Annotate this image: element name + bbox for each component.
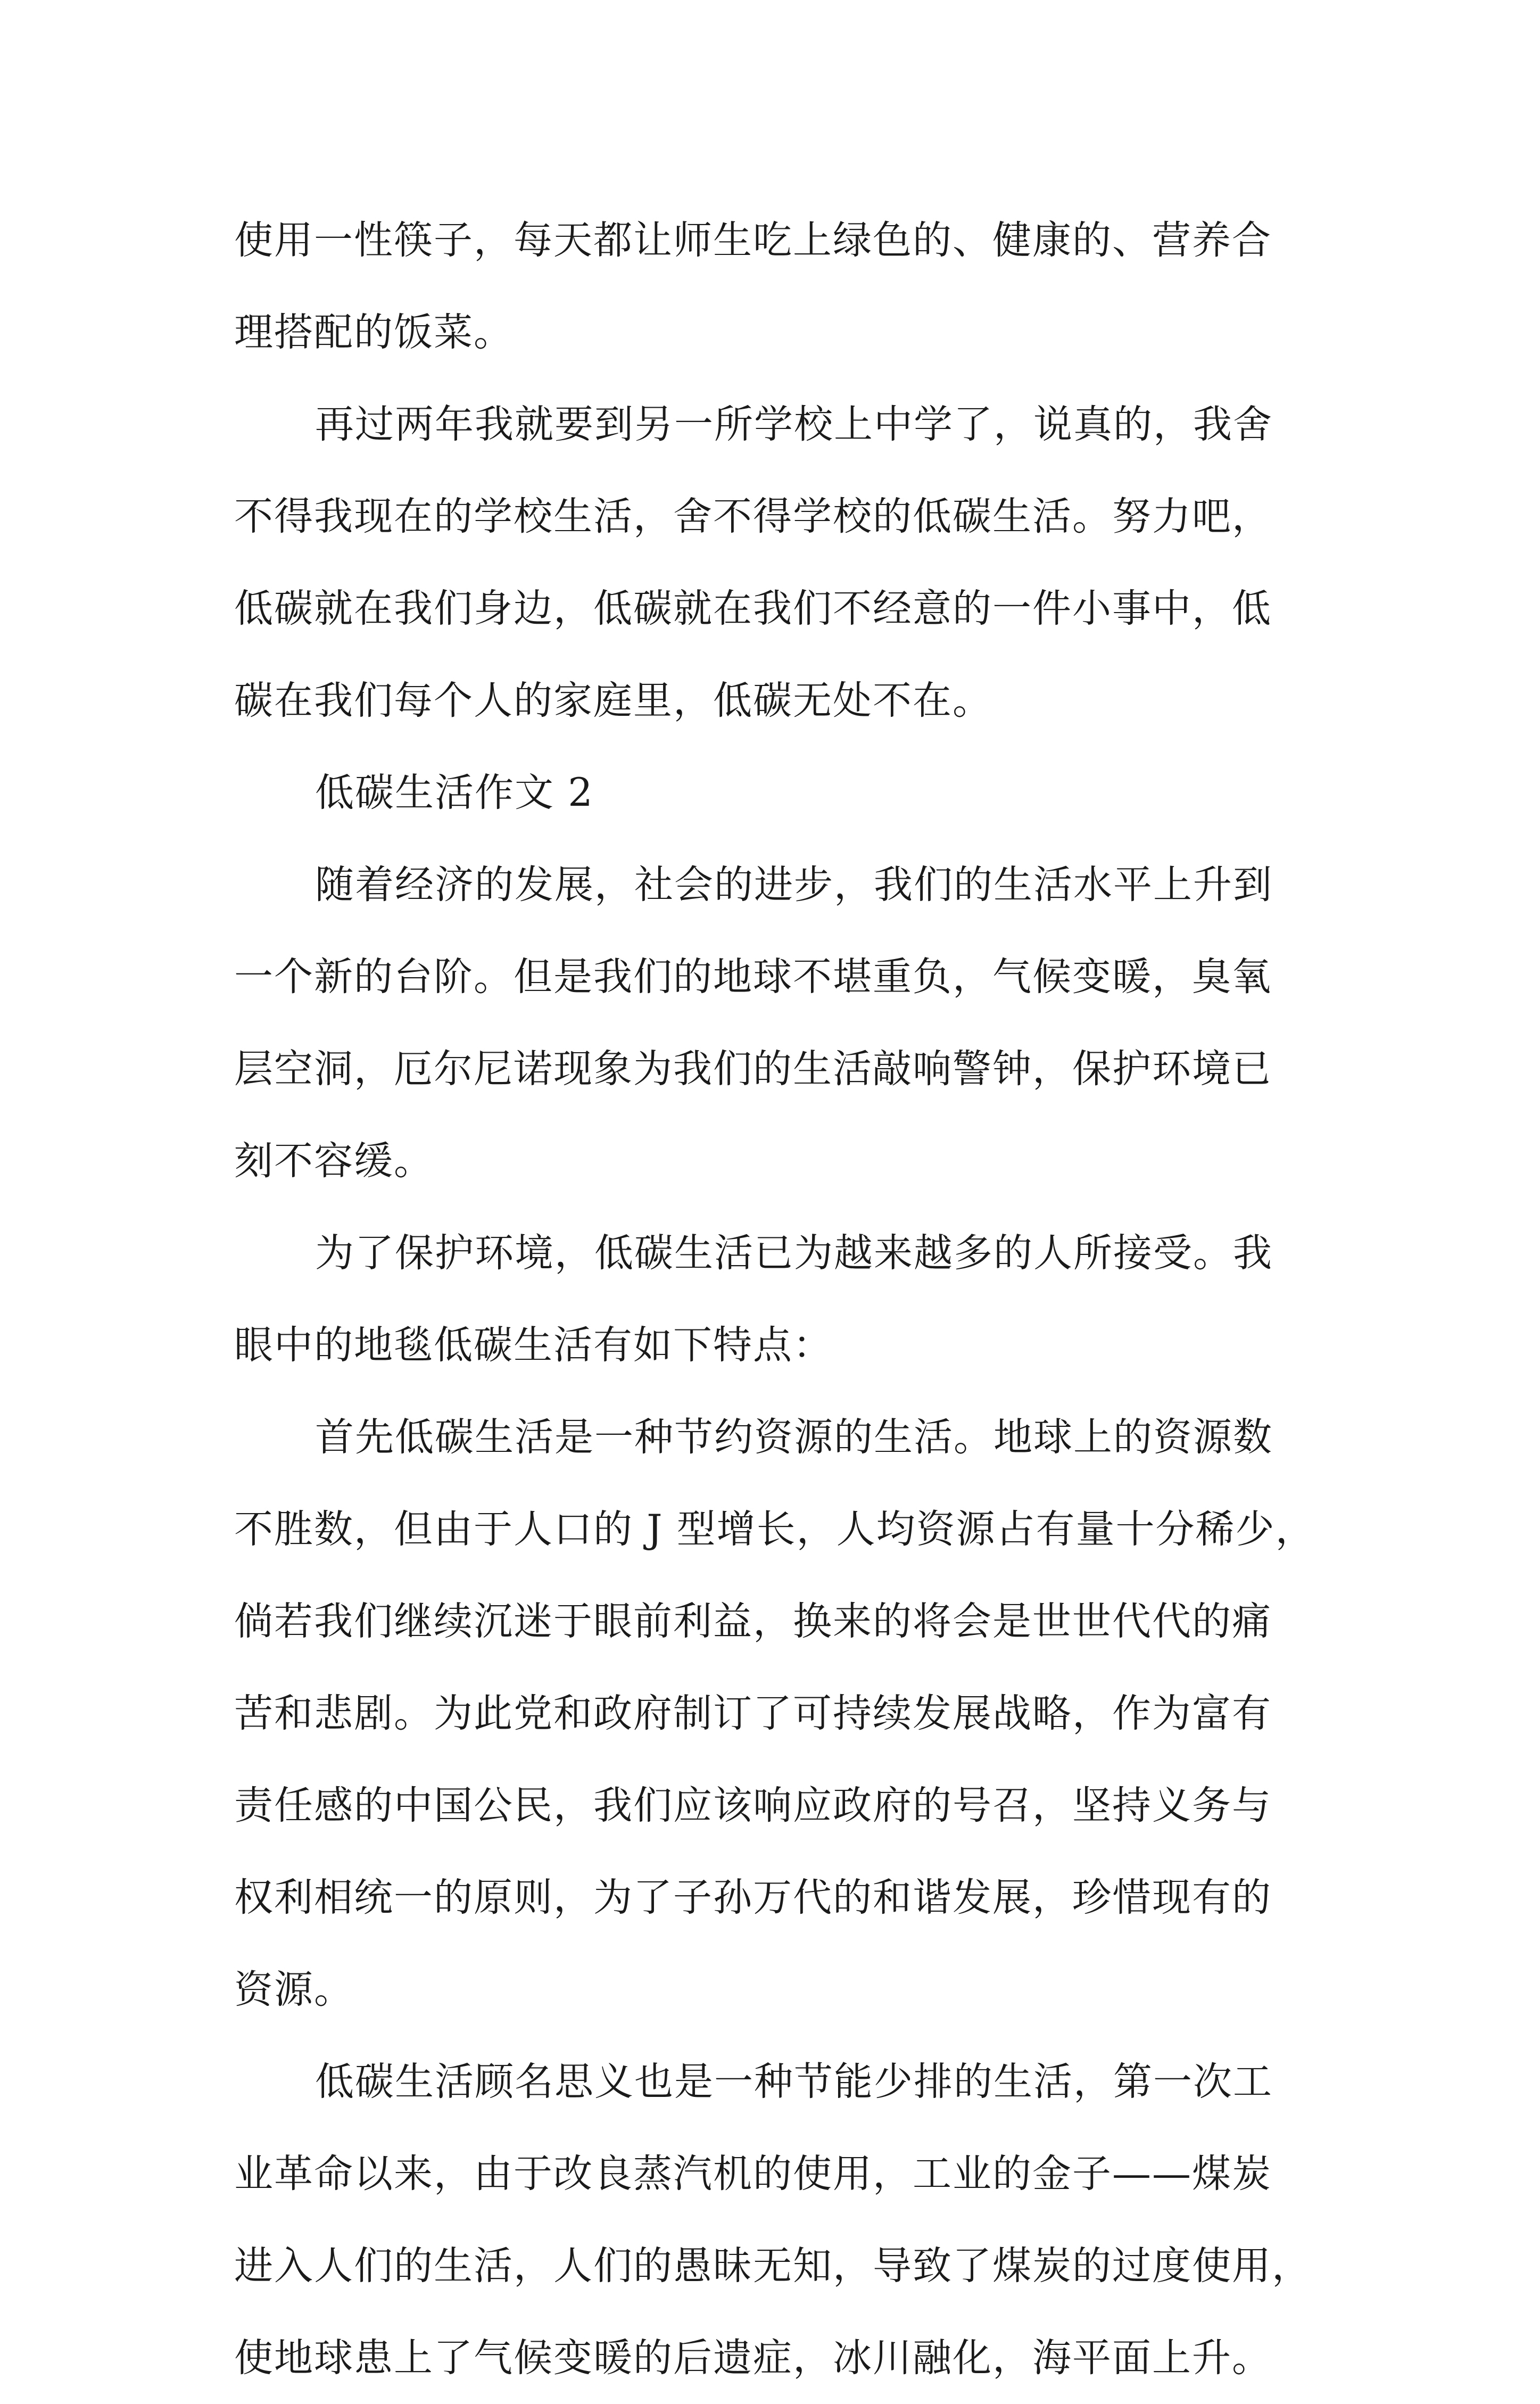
text-line: 不得我现在的学校生活，舍不得学校的低碳生活。努力吧， bbox=[234, 494, 1272, 539]
text-line: 倘若我们继续沉迷于眼前利益，换来的将会是世世代代的痛 bbox=[234, 1599, 1272, 1644]
paragraph-start-line: 随着经济的发展，社会的进步，我们的生活水平上升到 bbox=[315, 862, 1273, 907]
body-text bbox=[234, 194, 1330, 2404]
text-line: 资源。 bbox=[234, 1967, 354, 2012]
paragraph-start-line: 首先低碳生活是一种节约资源的生活。地球上的资源数 bbox=[315, 1415, 1273, 1460]
text-line: 一个新的台阶。但是我们的地球不堪重负，气候变暖，臭氧 bbox=[234, 954, 1272, 999]
text-line: 刻不容缓。 bbox=[234, 1138, 434, 1184]
text-line: 进入人们的生活，人们的愚昧无知，导致了煤炭的过度使用， bbox=[234, 2243, 1312, 2289]
text-line: 不胜数，但由于人口的 J 型增长，人均资源占有量十分稀少， bbox=[234, 1507, 1315, 1552]
paragraph-start-line: 为了保护环境，低碳生活已为越来越多的人所接受。我 bbox=[315, 1230, 1273, 1276]
section-heading: 低碳生活作文 2 bbox=[315, 770, 594, 815]
text-line: 层空洞，厄尔尼诺现象为我们的生活敲响警钟，保护环境已 bbox=[234, 1046, 1272, 1092]
text-line: 理搭配的饭菜。 bbox=[234, 310, 514, 355]
text-line: 使用一性筷子，每天都让师生吃上绿色的、健康的、营养合 bbox=[234, 218, 1272, 263]
text-line: 权利相统一的原则，为了子孙万代的和谐发展，珍惜现有的 bbox=[234, 1875, 1272, 1920]
text-line: 低碳就在我们身边，低碳就在我们不经意的一件小事中，低 bbox=[234, 586, 1272, 631]
text-line: 使地球患上了气候变暖的后遗症，冰川融化，海平面上升。 bbox=[234, 2335, 1272, 2381]
paragraph-start-line: 再过两年我就要到另一所学校上中学了，说真的，我舍 bbox=[315, 402, 1273, 447]
text-line: 碳在我们每个人的家庭里，低碳无处不在。 bbox=[234, 678, 992, 723]
text-line: 业革命以来，由于改良蒸汽机的使用，工业的金子——煤炭 bbox=[234, 2151, 1272, 2196]
paragraph-start-line: 低碳生活顾名思义也是一种节能少排的生活，第一次工 bbox=[315, 2059, 1273, 2104]
text-line: 苦和悲剧。为此党和政府制订了可持续发展战略，作为富有 bbox=[234, 1691, 1272, 1736]
text-line: 责任感的中国公民，我们应该响应政府的号召，坚持义务与 bbox=[234, 1783, 1272, 1828]
text-line: 眼中的地毯低碳生活有如下特点： bbox=[234, 1323, 833, 1368]
